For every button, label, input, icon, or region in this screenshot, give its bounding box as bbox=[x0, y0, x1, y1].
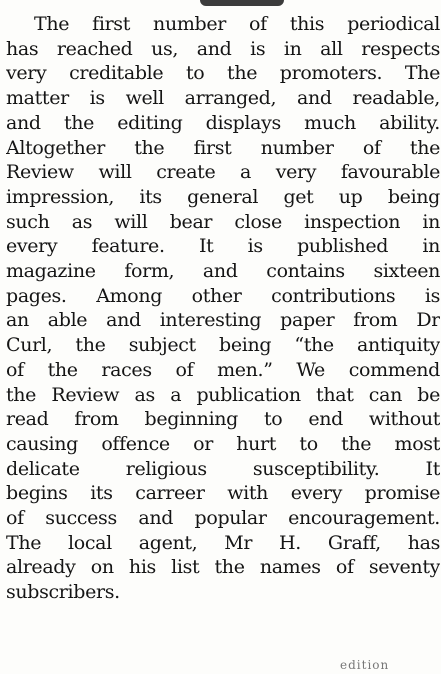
article-line: already on his list the names of seventy bbox=[6, 556, 440, 579]
article-text bbox=[6, 12, 440, 605]
article-line: begins its carreer with every promise bbox=[6, 482, 440, 505]
footer-mark: edition bbox=[340, 658, 390, 672]
article-line: Curl, the subject being “the antiquity bbox=[6, 334, 440, 357]
article-line: of success and popular encouragement. bbox=[6, 507, 440, 530]
article-line: subscribers. bbox=[6, 581, 120, 604]
article-line: Review will create a very favourable bbox=[6, 161, 440, 184]
top-ornament bbox=[200, 0, 284, 6]
article-line: every feature. It is published in bbox=[6, 235, 440, 258]
article-line: The first number of this periodical bbox=[34, 13, 440, 35]
article-line: The local agent, Mr H. Graff, has bbox=[6, 531, 440, 554]
article-line: magazine form, and contains sixteen bbox=[6, 260, 440, 283]
article-line: the Review as a publication that can be bbox=[6, 383, 440, 406]
article-line: and the editing displays much ability. bbox=[6, 111, 440, 134]
article-line: has reached us, and is in all respects bbox=[6, 37, 440, 60]
article-line: such as will bear close inspection in bbox=[6, 210, 440, 233]
article-line: Altogether the first number of the bbox=[6, 136, 440, 159]
article-line: matter is well arranged, and readable, bbox=[6, 87, 440, 110]
article-line: impression, its general get up being bbox=[6, 185, 440, 208]
article-line: an able and interesting paper from Dr bbox=[6, 309, 440, 332]
article-line: of the races of men.” We commend bbox=[6, 358, 440, 381]
article-line: very creditable to the promoters. The bbox=[6, 62, 440, 85]
article-line: delicate religious susceptibility. It bbox=[6, 457, 440, 480]
article-line: causing offence or hurt to the most bbox=[6, 432, 440, 455]
article-line: read from beginning to end without bbox=[6, 408, 440, 431]
article-line: pages. Among other contributions is bbox=[6, 284, 440, 307]
